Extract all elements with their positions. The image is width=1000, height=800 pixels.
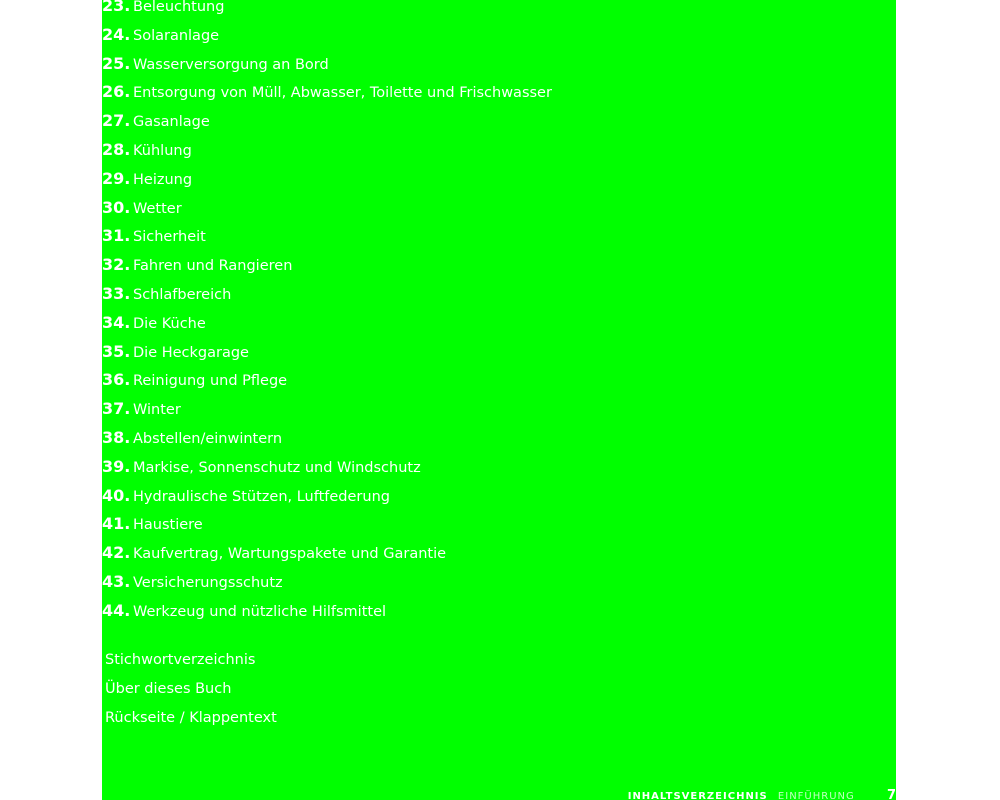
toc-item-label: Kaufvertrag, Wartungspakete und Garantie [133, 546, 447, 563]
toc-extra-item[interactable]: Rückseite / Klappentext [105, 710, 277, 726]
toc-item[interactable] [102, 510, 552, 539]
toc-item-label: Markise, Sonnenschutz und Windschutz [133, 459, 421, 476]
toc-item-label: Kühlung [133, 142, 192, 159]
toc-item[interactable] [102, 50, 552, 79]
toc-item[interactable] [102, 568, 552, 597]
toc-item-number: 42. [102, 543, 131, 563]
toc-item-label: Solaranlage [133, 27, 220, 44]
toc-item-label: Die Heckgarage [133, 344, 249, 361]
toc-item-number: 31. [102, 226, 131, 246]
toc-item-label: Die Küche [133, 315, 206, 332]
toc-item[interactable] [102, 194, 552, 223]
toc-item-number: 32. [102, 255, 131, 275]
toc-item-number: 26. [102, 82, 131, 102]
page-footer [628, 788, 896, 800]
toc-extra-item[interactable]: Über dieses Buch [105, 681, 232, 697]
toc-item-label: Wetter [133, 200, 182, 217]
toc-item-number: 27. [102, 111, 131, 131]
toc-item[interactable] [102, 251, 552, 280]
toc-item-label: Wasserversorgung an Bord [133, 56, 329, 73]
toc-item-number: 30. [102, 197, 131, 217]
toc-item-label: Beleuchtung [133, 0, 225, 15]
toc-item-label: Reinigung und Pflege [133, 373, 288, 390]
toc-extra-item[interactable]: Stichwortverzeichnis [105, 652, 256, 668]
toc-item[interactable] [102, 597, 552, 626]
toc-item[interactable] [102, 395, 552, 424]
toc-page [102, 0, 896, 800]
toc-item-number: 34. [102, 312, 131, 332]
toc-item-label: Versicherungsschutz [133, 574, 283, 591]
toc-list [102, 0, 552, 626]
toc-extras-list [105, 646, 277, 733]
toc-item[interactable] [102, 309, 552, 338]
toc-item[interactable] [102, 424, 552, 453]
toc-item[interactable] [102, 453, 552, 482]
footer-chapter-label: EINFÜHRUNG [777, 791, 855, 800]
toc-item[interactable] [102, 0, 552, 21]
toc-item-number: 41. [102, 514, 131, 534]
toc-item-label: Haustiere [133, 517, 203, 534]
page-number: 7 [886, 788, 896, 800]
toc-item[interactable] [102, 482, 552, 511]
toc-item-label: Heizung [133, 171, 193, 188]
toc-item-number: 25. [102, 53, 131, 73]
toc-item-label: Fahren und Rangieren [133, 258, 293, 275]
toc-item-number: 35. [102, 341, 131, 361]
toc-item[interactable] [102, 222, 552, 251]
toc-item[interactable] [102, 78, 552, 107]
toc-item-number: 36. [102, 370, 131, 390]
toc-item[interactable] [102, 539, 552, 568]
toc-item-number: 44. [102, 600, 131, 620]
toc-item-label: Abstellen/einwintern [133, 430, 283, 447]
toc-item-label: Winter [133, 402, 181, 419]
toc-item-number: 40. [102, 485, 131, 505]
toc-item[interactable] [102, 107, 552, 136]
toc-item-number: 29. [102, 168, 131, 188]
toc-item-label: Entsorgung von Müll, Abwasser, Toilette und Frischwasser [133, 85, 552, 102]
toc-item[interactable] [102, 366, 552, 395]
toc-item-number: 39. [102, 456, 131, 476]
toc-item-number: 28. [102, 139, 131, 159]
toc-item[interactable] [102, 338, 552, 367]
footer-section-label: INHALTSVERZEICHNIS [627, 791, 768, 800]
toc-item-label: Werkzeug und nützliche Hilfsmittel [133, 603, 387, 620]
toc-item-label: Gasanlage [133, 114, 210, 131]
toc-item[interactable] [102, 165, 552, 194]
toc-item-number: 37. [102, 399, 131, 419]
toc-item-number: 38. [102, 427, 131, 447]
toc-item-label: Hydraulische Stützen, Luftfederung [133, 488, 390, 505]
toc-item[interactable] [102, 136, 552, 165]
toc-item-number: 23. [102, 0, 131, 15]
toc-item-number: 43. [102, 571, 131, 591]
toc-item-number: 24. [102, 24, 131, 44]
toc-item[interactable] [102, 280, 552, 309]
toc-item-label: Schlafbereich [133, 286, 232, 303]
toc-item[interactable] [102, 21, 552, 50]
toc-item-number: 33. [102, 283, 131, 303]
toc-item-label: Sicherheit [133, 229, 206, 246]
